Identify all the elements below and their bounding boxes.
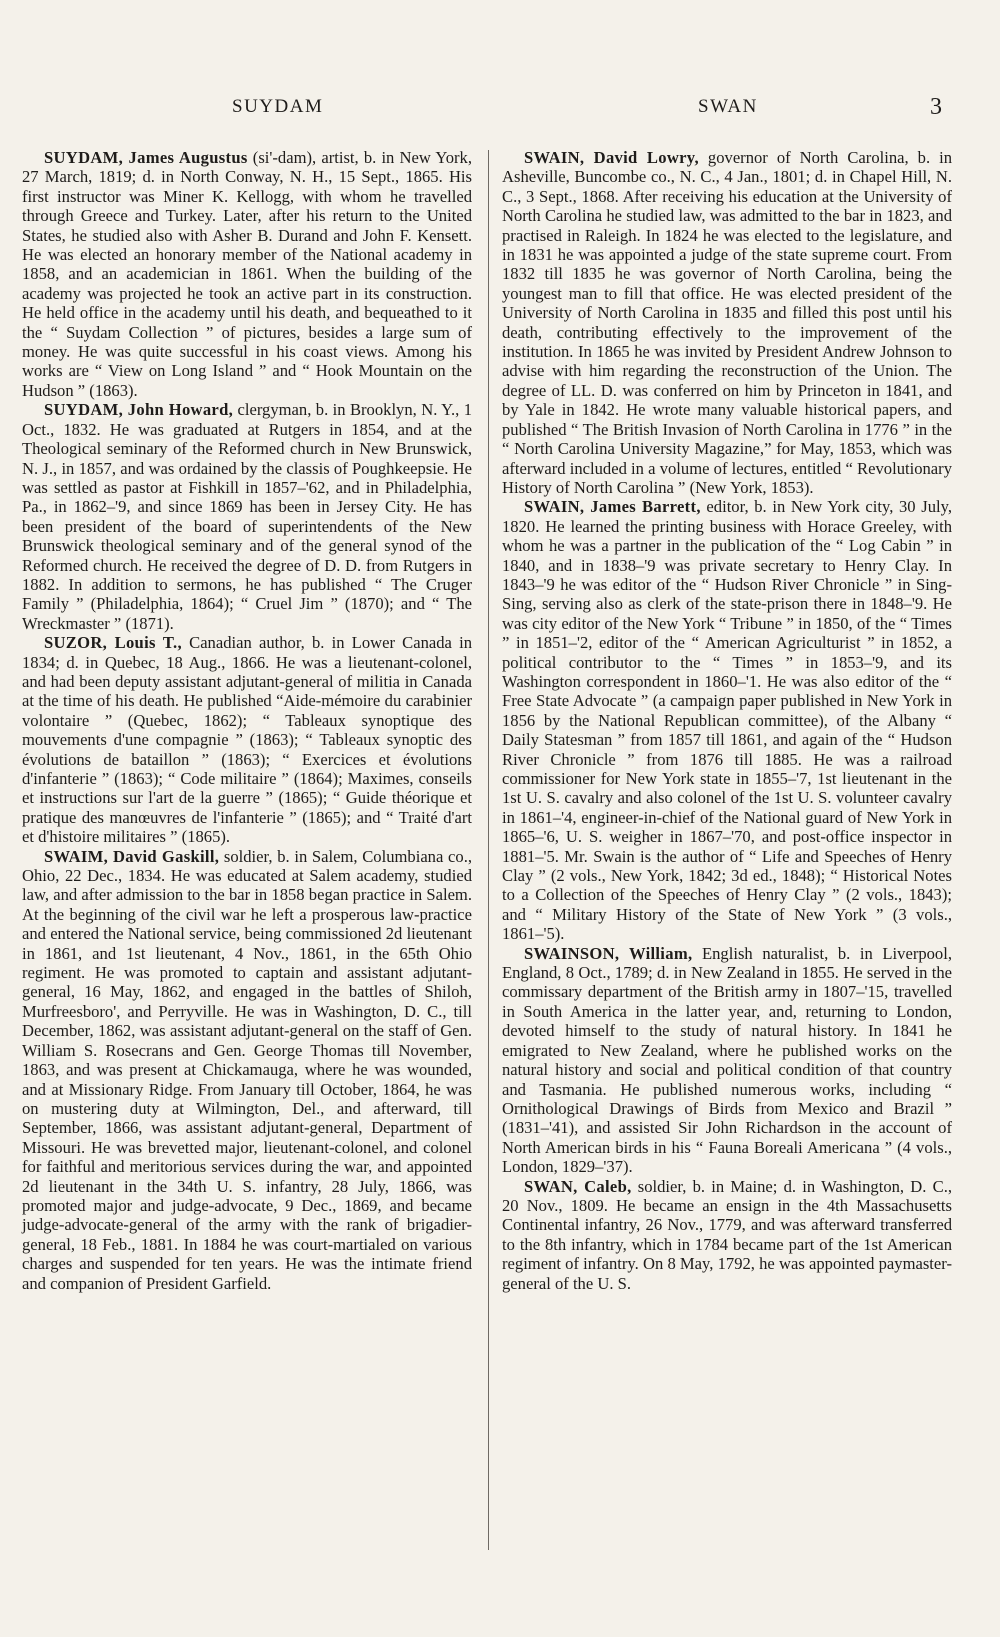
entry-headword: SWAIM, David Gaskill,: [44, 846, 220, 866]
biography-entry: [22, 400, 472, 633]
running-head-right: SWAN: [698, 96, 758, 117]
page-number: 3: [930, 94, 942, 120]
left-column: [22, 148, 472, 1293]
entry-headword: SUYDAM, John Howard,: [44, 400, 234, 420]
entry-text: editor, b. in New York city, 30 July, 1820. He learned the printing business with Horace Greeley, with whom he was a partner in the publication of the “ Log Cabin ” in 1840, and in 1838–'9 was private secretary to Henry Clay. In 1843–'9 he was editor of the “ Hudson River Chronicle ” in Sing-Sing, serving also as clerk of the state-prison there in 1848–'9. He was city editor of the New York “ Tribune ” in 1850, of the “ Times ” in 1851–'2, editor of the “ American Agriculturist ” in 1852, a political contributor to the “ Times ” in 1853–'9, and its Washington correspondent in 1860–'1. He was also editor of the “ Free State Advocate ” (a campaign paper published in New York in 1856 by the National Republican committee), of the Albany “ Daily Statesman ” from 1857 till 1861, and again of the “ Hudson River Chronicle ” from 1876 till 1885. He was a railroad commissioner for New York state in 1855–'7, 1st lieutenant in the 1st U. S. cavalry and also colonel of the 1st U. S. volunteer cavalry in 1861–'4, engineer-in-chief of the National guard of New York in 1865–'6, U. S. weigher in 1867–'70, and post-office inspector in 1881–'5. Mr. Swain is the author of “ Life and Speeches of Henry Clay ” (2 vols., New York, 1842; 3d ed., 1848); “ Historical Notes to a Collection of the Speeches of Henry Clay ” (2 vols., 1843); and “ Military History of the State of New York ” (3 vols., 1861–'5).: [502, 497, 952, 944]
entry-text: Canadian author, b. in Lower Canada in 1834; d. in Quebec, 18 Aug., 1866. He was a lieutenant-colonel, and had been deputy assistant adjutant-general of militia in Canada at the time of his death. He published “Aide-mémoire du carabinier volontaire ” (Quebec, 1862); “ Tableaux synoptique des mouvements d'une compagnie ” (1863); “ Tableaux synoptic des évolutions de bataillon ” (1863); “ Exercices et évolutions d'infanterie ” (1863); “ Code militaire ” (1864); Maximes, conseils et instructions sur l'art de la guerre ” (1865); “ Guide théorique et pratique des manœuvres de l'infanterie ” (1865); and “ Traité d'art et d'histoire militaires ” (1865).: [22, 633, 472, 847]
entry-headword: SUZOR, Louis T.,: [44, 633, 182, 653]
biography-entry: [502, 497, 952, 943]
entry-text: (si'-dam), artist, b. in New York, 27 March, 1819; d. in North Conway, N. H., 15 Sept., 1865. His first instructor was Miner K. Kellogg, with whom he travelled through Greece and Turkey. Later, after his return to the United States, he studied also with Asher B. Durand and John F. Kensett. He was elected an honorary member of the National academy in 1858, and an academician in 1861. When the building of the academy was projected he took an active part in its construction. He held office in the academy until his death, and bequeathed to it the “ Suydam Collection ” of pictures, besides a large sum of money. He was quite successful in his coast views. Among his works are “ View on Long Island ” and “ Hook Mountain on the Hudson ” (1863).: [22, 148, 472, 400]
right-column: [502, 148, 952, 1293]
entry-headword: SWAN, Caleb,: [524, 1176, 632, 1196]
entry-headword: SWAIN, James Barrett,: [524, 497, 701, 517]
entry-headword: SWAIN, David Lowry,: [524, 148, 699, 167]
running-head-left: SUYDAM: [232, 96, 324, 117]
entry-text: governor of North Carolina, b. in Asheville, Buncombe co., N. C., 4 Jan., 1801; d. in Chapel Hill, N. C., 3 Sept., 1868. After receiving his education at the University of North Carolina he studied law, was admitted to the bar in 1823, and practised in Raleigh. In 1824 he was elected to the legislature, and in 1831 he was appointed a judge of the state supreme court. From 1832 till 1835 he was governor of North Carolina, being the youngest man to fill that office. He was elected president of the University of North Carolina in 1835 and filled this post until his death, contributing effectively to the improvement of the institution. In 1865 he was invited by President Andrew Johnson to advise with him regarding the reconstruction of the Union. The degree of LL. D. was conferred on him by Princeton in 1841, and by Yale in 1842. He wrote many valuable historical papers, and published “ The British Invasion of North Carolina in 1776 ” in the “ North Carolina University Magazine,” for May, 1853, which was afterward included in a volume of lectures, entitled “ Revolutionary History of North Carolina ” (New York, 1853).: [502, 148, 952, 497]
entry-text: soldier, b. in Maine; d. in Washington, D. C., 20 Nov., 1809. He became an ensign in the 4th Massachusetts Continental infantry, 26 Nov., 1779, and was afterward transferred to the 8th infantry, which in 1784 became part of the 1st American regiment of infantry. On 8 May, 1792, he was appointed paymaster-general of the U. S.: [502, 1176, 952, 1293]
biography-entry: [22, 148, 472, 400]
entry-text: English naturalist, b. in Liverpool, England, 8 Oct., 1789; d. in New Zealand in 1855. He served in the commissary department of the British army in 1807–'15, travelled in South America in the latter year, and, returning to London, devoted himself to the study of natural history. In 1841 he emigrated to New Zealand, where he published works on the natural history and social and political condition of that country and Tasmania. He published numerous works, including “ Ornithological Drawings of Birds from Mexico and Brazil ” (1831–'41), and assisted Sir John Richardson in the account of North American birds in his “ Fauna Boreali Americana ” (4 vols., London, 1829–'37).: [502, 943, 952, 1177]
biography-entry: [502, 944, 952, 1177]
column-divider: [488, 150, 489, 1550]
entry-headword: SUYDAM, James Augustus: [44, 148, 248, 167]
entry-text: soldier, b. in Salem, Columbiana co., Ohio, 22 Dec., 1834. He was educated at Salem academy, studied law, and after admission to the bar in 1858 began practice in Salem. At the beginning of the civil war he left a prosperous law-practice and entered the National service, being commissioned 2d lieutenant in 1861, and 1st lieutenant, 4 Nov., 1861, in the 65th Ohio regiment. He was promoted to captain and assistant adjutant-general, 16 May, 1862, and engaged in the battles of Shiloh, Murfreesboro', and Perryville. He was in Washington, D. C., till December, 1862, was assistant adjutant-general on the staff of Gen. William S. Rosecrans and Gen. George Thomas till November, 1863, and was present at Chickamauga, where he was wounded, and at Missionary Ridge. From January till October, 1864, he was on mustering duty at Wilmington, Del., and afterward, till September, 1866, was assistant adjutant-general, Department of Missouri. He was brevetted major, lieutenant-colonel, and colonel for faithful and meritorious services during the war, and appointed 2d lieutenant in the 34th U. S. infantry, 28 July, 1866, was promoted major and judge-advocate, 9 Dec., 1869, and became judge-advocate-general of the army with the rank of brigadier-general, 18 Feb., 1881. In 1884 he was court-martialed on various charges and suspended for ten years. He was the intimate friend and companion of President Garfield.: [22, 846, 472, 1293]
entry-text: clergyman, b. in Brooklyn, N. Y., 1 Oct., 1832. He was graduated at Rutgers in 1854, and at the Theological seminary of the Reformed church in New Brunswick, N. J., in 1857, and was ordained by the classis of Poughkeepsie. He was settled as pastor at Fishkill in 1857–'62, and in Philadelphia, Pa., in 1862–'9, and since 1869 has been in Jersey City. He has been president of the board of superintendents of the New Brunswick theological seminary and of the general synod of the Reformed church. He received the degree of D. D. from Rutgers in 1882. In addition to sermons, he has published “ The Cruger Family ” (Philadelphia, 1864); “ Cruel Jim ” (1870); and “ The Wreckmaster ” (1871).: [22, 400, 472, 633]
biography-entry: [502, 1177, 952, 1293]
biography-entry: [22, 847, 472, 1293]
entry-headword: SWAINSON, William,: [524, 943, 693, 963]
biography-entry: [502, 148, 952, 497]
biography-entry: [22, 633, 472, 846]
